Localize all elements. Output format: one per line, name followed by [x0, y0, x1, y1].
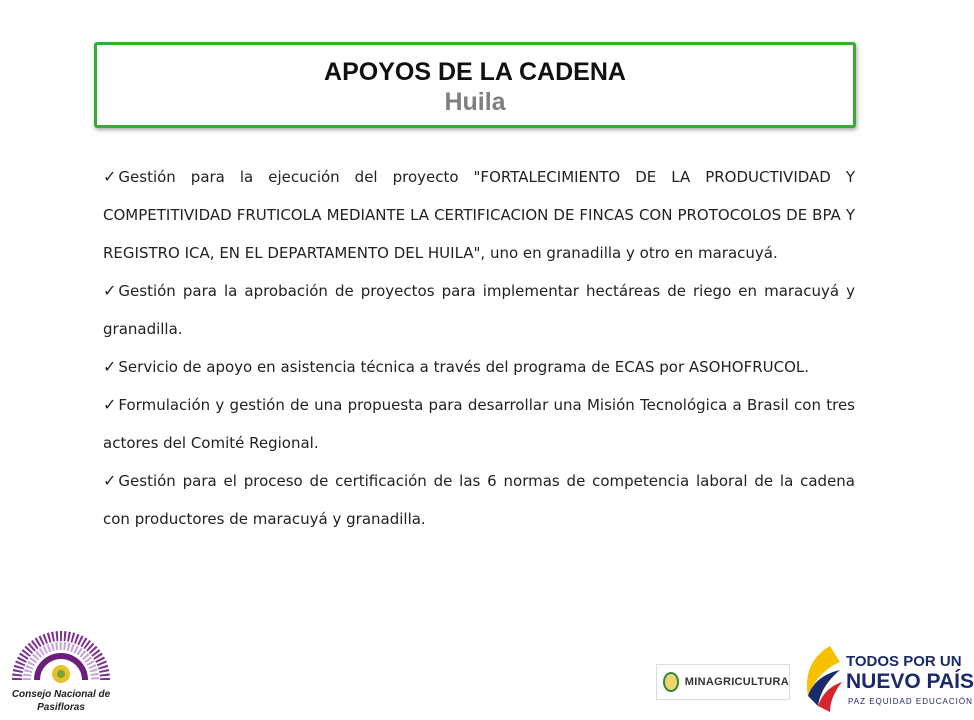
colombia-swoosh-icon	[800, 640, 846, 716]
bullet-text: Servicio de apoyo en asistencia técnica a través del programa de ECAS por ASOHOFRUCOL.	[118, 358, 810, 376]
bullet-item-4	[103, 386, 855, 462]
check-icon: ✓	[103, 471, 117, 490]
bullet-text: Gestión para la aprobación de proyectos para implementar hectáreas de riego en maracuyá y granadilla.	[103, 282, 855, 338]
bullet-text: Formulación y gestión de una propuesta para desarrollar una Misión Tecnológica a Brasil con tres actores del Comité Regional.	[103, 396, 855, 452]
consejo-logo-text	[8, 688, 114, 714]
bullet-item-2	[103, 272, 855, 348]
check-icon: ✓	[103, 281, 117, 300]
gov-slogan-line2: NUEVO PAÍS	[846, 670, 974, 693]
bullet-item-5	[103, 462, 855, 538]
passionflower-icon	[8, 628, 114, 688]
bullet-item-1	[103, 158, 855, 272]
consejo-line2: Pasifloras	[37, 702, 85, 713]
title-box	[94, 42, 856, 128]
check-icon: ✓	[103, 357, 117, 376]
consejo-pasifloras-logo	[8, 628, 114, 716]
check-icon: ✓	[103, 167, 117, 186]
minagricultura-text: MINAGRICULTURA	[684, 676, 789, 688]
bullet-item-3	[103, 348, 855, 386]
page-title: APOYOS DE LA CADENA	[324, 58, 626, 86]
gov-slogan-line1: TODOS POR UN	[846, 653, 962, 670]
bullet-text: Gestión para el proceso de certificación de las 6 normas de competencia laboral de la cadena con productores de maracuyá y granadilla.	[103, 472, 855, 528]
check-icon: ✓	[103, 395, 117, 414]
bullet-list	[103, 158, 855, 538]
page-subtitle: Huila	[444, 88, 506, 116]
seal-icon	[663, 672, 679, 692]
bullet-text: Gestión para la ejecución del proyecto "FORTALECIMIENTO DE LA PRODUCTIVIDAD Y COMPETITIVIDAD FRUTICOLA MEDIANTE LA CERTIFICACION DE FINCAS CON PROTOCOLOS DE BPA Y REGISTRO ICA, EN EL DEPARTAMENTO DEL HUILA", uno en granadilla y otro en maracuyá.	[103, 168, 855, 262]
todos-por-un-nuevo-pais-logo	[800, 640, 974, 718]
consejo-line1: Consejo Nacional de	[11, 689, 111, 700]
gov-slogan-line3: PAZ EQUIDAD EDUCACIÓN	[848, 697, 973, 706]
minagricultura-logo	[656, 664, 790, 700]
